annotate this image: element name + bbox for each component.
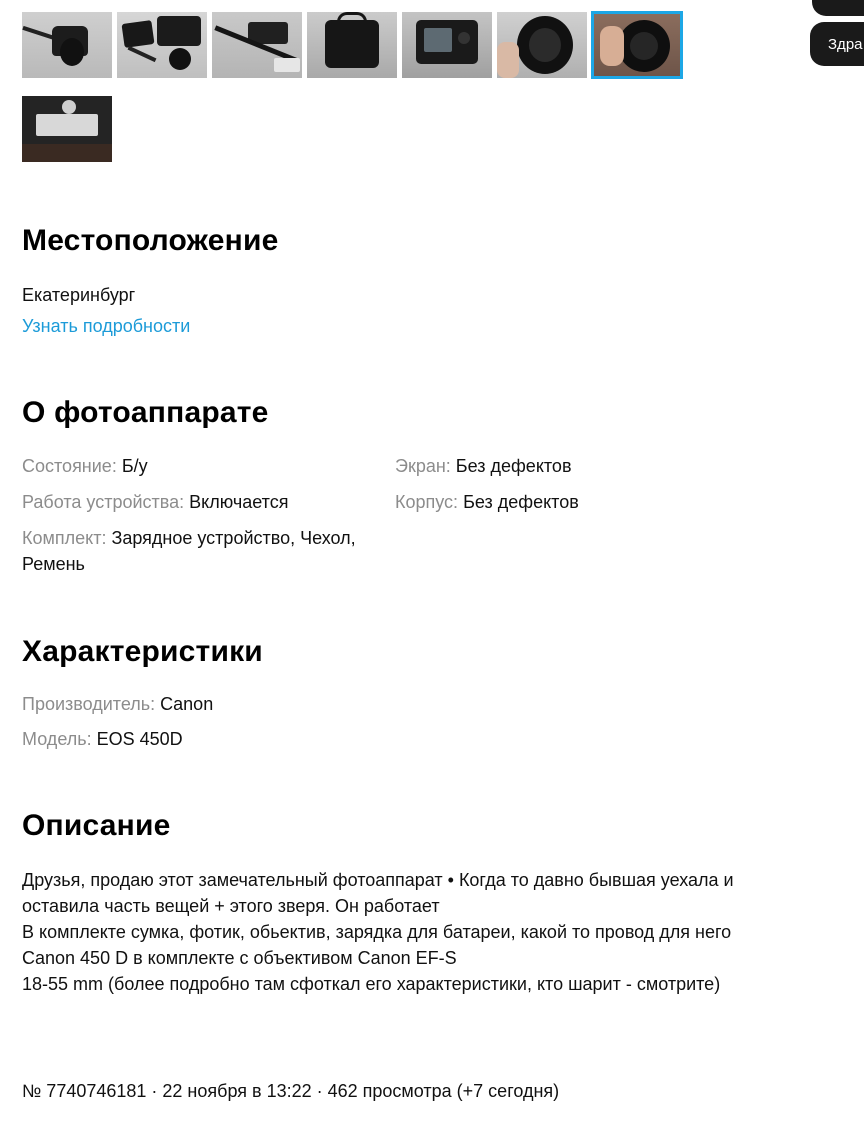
description-text: Друзья, продаю этот замечательный фотоаппарат • Когда то давно бывшая уехала и оставила часть вещей + этого зверя. Он работает В комплекте сумка, фотик, обьектив, зарядка для батареи, какой то провод для него Canon 450 D в комплекте с объективом Canon EF-S 18-55 mm (более подробно там сфоткал его характеристики, кто шарит - смотрите) <box>22 870 734 994</box>
kit-row <box>22 525 382 577</box>
photo-thumbnail[interactable] <box>22 12 112 78</box>
maker-value: Canon <box>160 694 214 714</box>
photo-thumbnail[interactable] <box>117 12 207 78</box>
about-title: О фотоаппарате <box>22 396 269 429</box>
photo-thumbnail[interactable] <box>307 12 397 78</box>
screen-value: Без дефектов <box>455 456 572 476</box>
photo-thumbnail[interactable] <box>402 12 492 78</box>
screen-key: Экран: <box>395 456 451 476</box>
photo-thumbnail[interactable] <box>22 96 112 162</box>
body-key: Корпус: <box>395 492 459 512</box>
description-body <box>22 867 782 997</box>
maker-key: Производитель: <box>22 694 156 714</box>
kit-key: Комплект: <box>22 528 107 548</box>
work-value: Включается <box>189 492 289 512</box>
photo-thumbnail-selected[interactable] <box>592 12 682 78</box>
photo-thumbnails <box>22 12 682 78</box>
photo-thumbnail[interactable] <box>212 12 302 78</box>
hello-button[interactable] <box>810 22 864 66</box>
top-floating-button[interactable] <box>812 0 864 16</box>
body-row <box>395 489 579 515</box>
location-title: Местоположение <box>22 224 279 257</box>
model-key: Модель: <box>22 729 92 749</box>
condition-key: Состояние: <box>22 456 117 476</box>
model-row <box>22 726 183 752</box>
body-value: Без дефектов <box>463 492 579 512</box>
location-details-link[interactable]: Узнать подробности <box>22 316 191 336</box>
photo-thumbnail[interactable] <box>497 12 587 78</box>
hello-button-label: Здра <box>828 35 863 53</box>
specs-title: Характеристики <box>22 635 263 668</box>
description-title: Описание <box>22 809 171 842</box>
work-row <box>22 489 288 515</box>
model-value: EOS 450D <box>96 729 183 749</box>
kit-value: Зарядное устройство, Чехол, Ремень <box>22 528 356 574</box>
maker-row <box>22 691 213 717</box>
work-key: Работа устройства: <box>22 492 185 512</box>
location-city: Екатеринбург <box>22 285 136 305</box>
screen-row <box>395 453 572 479</box>
condition-row <box>22 453 148 479</box>
condition-value: Б/у <box>121 456 148 476</box>
listing-meta: № 7740746181 · 22 ноября в 13:22 · 462 просмотра (+7 сегодня) <box>22 1081 560 1101</box>
